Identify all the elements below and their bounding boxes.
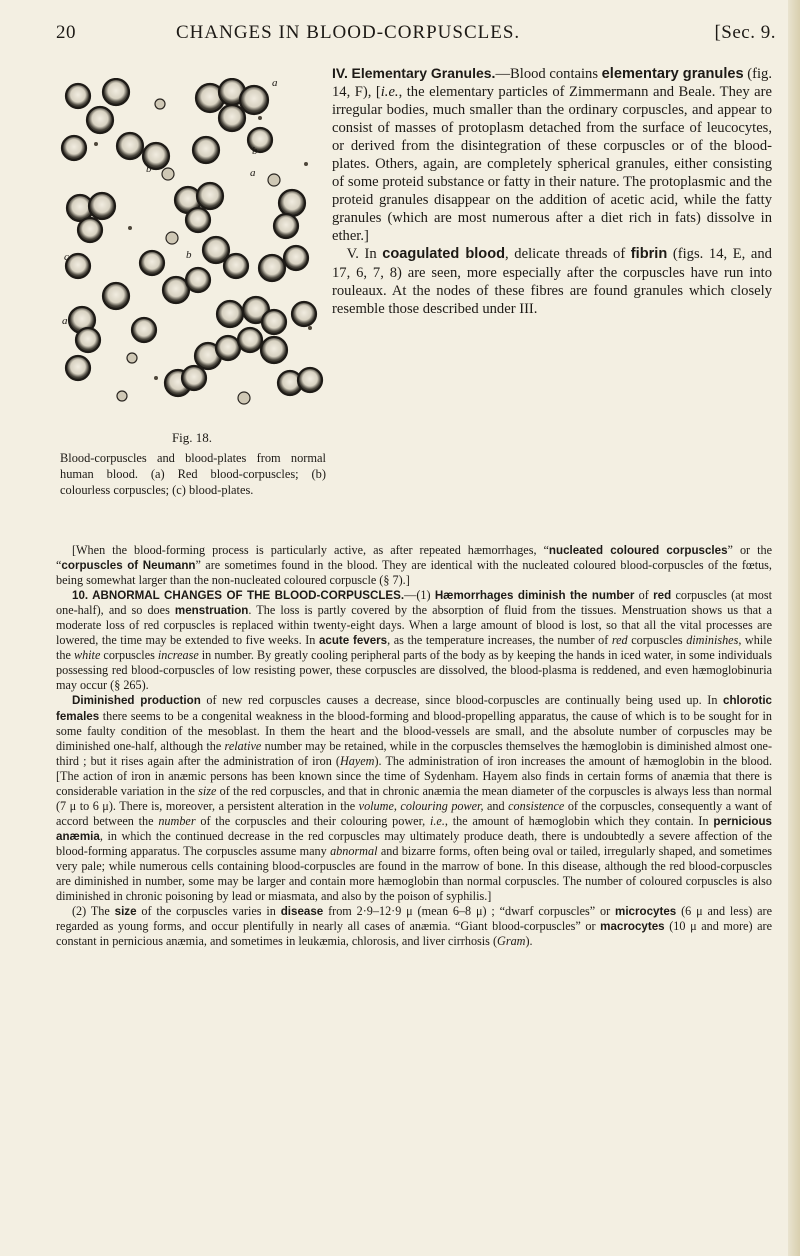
term-coagulated-blood: coagulated blood xyxy=(382,246,506,263)
text-run: —(1) xyxy=(404,588,435,603)
text-run: —Blood contains xyxy=(495,66,602,82)
text-run: from 2·9–12·9 μ (mean 6–8 μ) ; “dwarf corpuscles” or xyxy=(323,904,616,919)
text-run: (fig. 14, F), [ xyxy=(332,66,772,101)
text-run: . The loss is partly covered by the absorption of fluid from the tissues. Menstruation shows us that a moderate loss of red corpuscles is replaced within twenty-eight days. When a large amount of blood is lost, so that all the vital processes are lowered, the time may be extended to five weeks. In xyxy=(56,603,772,648)
text-run: Diminished production xyxy=(72,694,201,708)
text-run: corpuscles xyxy=(627,633,687,648)
text-run: ). xyxy=(525,934,533,949)
running-title: CHANGES IN BLOOD-CORPUSCLES. xyxy=(176,22,521,43)
text-run: and bizarre forms, often being oval or tailed, irregularly shaped, and sometimes very pale; while numerous cells containing blood-corpuscles are found in the marrow of bone. In this disease, although the red blood-corpuscles are diminished in number, some may be larger and contain more hæmoglobin than normal corpuscles. The number of coloured corpuscles is also diminished in chronic poisoning by lead or miasmata, and also by the poison of syphilis.] xyxy=(56,843,773,904)
text-run: of xyxy=(634,588,654,603)
text-run: relative xyxy=(224,738,262,753)
figure-letter: b xyxy=(186,249,192,261)
text-run: i.e. xyxy=(429,813,445,828)
text-run: corpuscles of Neumann xyxy=(61,559,196,573)
text-run: acute fevers xyxy=(318,634,388,648)
text-run: of the corpuscles, consequently a want of accord between the xyxy=(56,798,772,828)
text-run: red xyxy=(611,633,628,648)
text-run: of the corpuscles varies in xyxy=(136,904,281,919)
figure-letter: a xyxy=(272,78,278,89)
page-edge xyxy=(788,0,800,1256)
text-run: microcytes xyxy=(615,905,677,919)
text-run: (6 μ and less) are regarded as young forms, and occur plentifully in nearly all cases of anæmia. “Giant blood-corpuscles” or xyxy=(56,904,772,934)
figure-float-space xyxy=(56,64,322,476)
text-run: (figs. 14, E, and 17, 6, 7, 8) are seen, more especially after the corpuscles have run into rouleaux. At the nodes of these fibres are found granules which closely resemble those described under III. xyxy=(332,246,772,317)
text-run: (10 μ and more) are constant in pernicious anæmia, and sometimes in leukæmia, chlorosis, and liver cirrhosis ( xyxy=(56,919,773,949)
text-run: , as the temperature increases, the number of xyxy=(387,633,612,648)
text-run: there seems to be a congenital weakness in the blood-forming and blood-propelling apparatus, the cause of which is to be sought for in some faulty condition of the mesoblast. In them the heart and the blood-vessels are small, and the absolute number of corpuscles may be diminished one-half, although the xyxy=(56,708,772,753)
figure-caption: Blood-corpuscles and blood-plates from normal human blood. (a) Red blood-corpuscles; (b) colourless corpuscles; (c) blood-plates. xyxy=(60,451,326,497)
text-run: ” are sometimes found in the blood. They are identical with the nucleated coloured blood-corpuscles of the fœtus, being somewhat larger than the non-nucleated coloured corpuscle (§ 7).] xyxy=(56,558,772,588)
text-run: [When the blood-forming process is particularly active, as after repeated hæmorrhages, “ xyxy=(72,543,549,557)
text-run: chlorotic females xyxy=(56,694,772,723)
figure-letter: b xyxy=(146,163,152,175)
paragraph-abnormal-changes xyxy=(56,588,772,693)
text-run: and xyxy=(483,798,509,813)
text-run: , delicate threads of xyxy=(505,246,631,263)
figure-letter: b xyxy=(252,145,258,157)
paragraph-size xyxy=(56,904,772,949)
text-run: size xyxy=(198,783,217,798)
text-run: corpuscles xyxy=(100,648,158,663)
text-run: , the elementary particles of Zimmermann and Beale. They are irregular bodies, much smaller than the ordinary corpuscles, and appear to consist of masses of protoplasm detached from the surface of leucocytes, or derived from the disintegration of these corpuscles or of the blood-plates. Others, again, are completely spherical granules, either consisting of some proteid substance or fatty in their nature. The protoplasmic and the proteid granules disappear on the addition of acetic acid, while the fatty granules (which are most numerous after a diet rich in fats) dissolve in ether.] xyxy=(332,84,772,245)
text-run: of new red corpuscles causes a decrease, since blood-corpuscles are continually being used up. In xyxy=(200,693,724,708)
section-iv-number: IV. xyxy=(332,65,348,81)
figure-letter: c xyxy=(64,251,69,263)
page-number: 20 xyxy=(56,22,76,43)
text-run: ” or the “ xyxy=(56,543,772,573)
text-run: number xyxy=(158,813,196,828)
figure-label: Fig. 18. xyxy=(171,430,213,445)
text-run: nucleated coloured corpuscles xyxy=(548,544,728,557)
text-run: in number. By greatly cooling peripheral parts of the body as by keeping the hands in iced water, in some individuals possessing red blood-corpuscles of low resisting power, these corpuscles are dissolved, the blood-plasma is reddened, and even hæmoglobinuria may occur (§ 265). xyxy=(56,648,772,693)
text-run: corpuscles (at most one-half), and so does xyxy=(56,588,773,618)
section-10-heading: 10. ABNORMAL CHANGES OF THE BLOOD-CORPUSCLES. xyxy=(72,589,405,603)
text-run: consistence xyxy=(508,798,565,813)
section-v-number: V. xyxy=(346,246,359,263)
section-marker: [Sec. 9. xyxy=(714,22,776,43)
text-run: In xyxy=(358,246,383,263)
paragraph-diminished-production xyxy=(56,693,772,904)
text-run: abnormal xyxy=(330,843,378,858)
section-iv-v xyxy=(56,64,772,476)
text-run: volume, colouring power, xyxy=(358,798,484,813)
text-run: , the amount of hæmoglobin which they contain. In xyxy=(444,813,714,828)
text-run: ). The administration of iron increases the amount of hæmoglobin in the blood. [The action of iron in anæmic persons has been known since the time of Sydenham. Hayem also finds in certain forms of anæmia that there is considerable variation in the xyxy=(56,753,772,798)
book-page xyxy=(56,0,776,1256)
text-run: menstruation xyxy=(174,604,249,618)
text-run: , while the xyxy=(56,633,773,663)
text-run: increase xyxy=(157,648,199,663)
text-run: red xyxy=(653,589,672,603)
figure-letter: a xyxy=(250,167,256,179)
running-header xyxy=(56,22,776,46)
text-run: of the red corpuscles, and that in chronic anæmia the mean diameter of the corpuscles is always less than normal (7 μ to 6 μ). There is, moreover, a persistent alteration in the xyxy=(56,783,772,813)
text-run: of the corpuscles and their colouring power, xyxy=(195,813,430,828)
text-run: pernicious anæmia xyxy=(56,814,772,843)
term-elementary-granules: elementary granules xyxy=(601,66,744,82)
figure-letter: a xyxy=(62,315,68,327)
term-fibrin: fibrin xyxy=(630,246,668,263)
text-run: size xyxy=(114,905,137,919)
text-run: i.e. xyxy=(380,84,399,101)
text-run: , in which the continued decrease in the red corpuscles may ultimately produce death, there is undoubtedly a severe affection of the blood-forming apparatus. The corpuscles assume many xyxy=(56,828,772,858)
text-run: number may be retained, while in the corpuscles themselves the hæmoglobin is diminished almost one-third ; but it rises again after the administration of iron ( xyxy=(56,738,773,768)
text-run: (2) The xyxy=(72,904,115,919)
paragraph-nucleated xyxy=(56,543,772,588)
text-run: Hæmorrhages diminish the number xyxy=(434,589,635,603)
small-print-body xyxy=(56,543,772,949)
text-run: Hayem xyxy=(339,753,375,768)
section-iv-heading: Elementary Granules. xyxy=(351,65,496,81)
text-run: macrocytes xyxy=(600,920,665,934)
text-run: disease xyxy=(280,905,324,919)
text-run: Gram xyxy=(497,934,526,949)
text-run: diminishes xyxy=(686,633,739,648)
text-run: white xyxy=(73,648,101,663)
